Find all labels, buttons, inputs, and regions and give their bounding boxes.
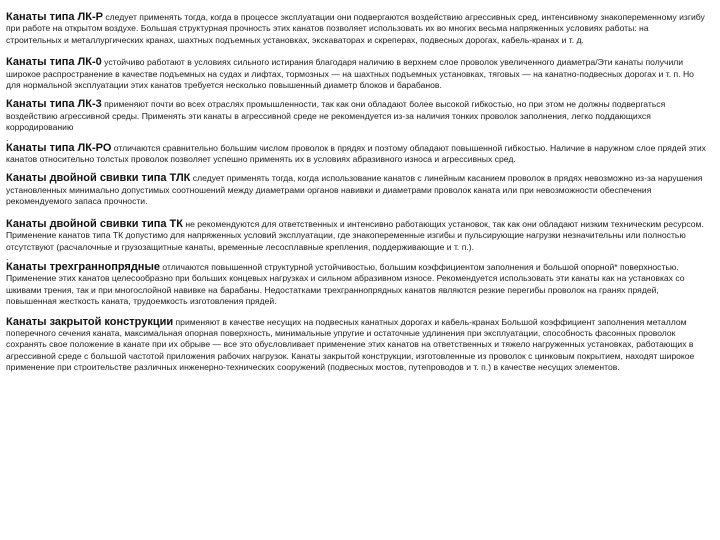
text-lk-ro: отличаются сравнительно большим числом проволок в прядях и поэтому обладают повышенной гибкостью. Наличие в наружном слое прядей этих канатов относительно толстых проволок позволяет успешно применять их в условиях абразивного износа и агрессивных сред. — [6, 142, 706, 165]
paragraph-tlk — [6, 173, 706, 207]
text-lk-r: следует применять тогда, когда в процессе эксплуатации они подвергаются воздействию агрессивных сред, интенсивному знакопеременному изгибу при работе на открытом воздухе. Большая структурная прочность этих канатов позволяет использовать их во многих весьма напряженных условиях работы: на строительных и металлургических кранах, шахтных подъемных установках, экскаваторах и скреперах, подвесных дорогах, кабель-кранах и т. д. — [6, 12, 705, 45]
text-tk: не рекомендуются для ответственных и интенсивно работающих установок, так как они обладают низким техническим ресурсом. Применение канатов типа ТК допустимо для напряженных условий эксплуатации, где знакопеременные изгибы и пульсирующие нагрузки незначительны или полностью отсутствуют (расчалочные и грузозащитные канаты, временные лесосплавные крепления, поддерживающие и т. п.). — [6, 218, 704, 252]
paragraph-tk — [6, 219, 706, 253]
term-lk-0: Канаты типа ЛК-0 — [6, 56, 102, 69]
text-lk-3: применяют почти во всех отраслях промышленности, так как они обладают более высокой гибкостью, но при этом не должны подвергаться воздействию агрессивной среды. Применять эти канаты в агрессивной среде не рекомендуется из-за наличия тонких проволок заполнения, легко поддающихся корродированию — [6, 99, 666, 133]
separator-dot-text: . — [6, 132, 9, 143]
text-tlk: следует применять тогда, когда использование канатов с линейным касанием проволок в прядях невозможно из-за нарушения установленных минимально допустимых соотношений между диаметрами органов навивки и диаметрами проволок каната или при невозможности обеспечения рекомендуемого запаса прочности. — [6, 173, 703, 207]
text-lk-0: устойчиво работают в условиях сильного истирания благодаря наличию в верхнем слое проволок увеличенного диаметра/Эти канаты получили широкое распространение в качестве подъемных на судах и лифтах, тормозных — на шахтных подъемных установках, тяговых — на канатно-подвесных дорогах и т. п. Но для нормальной эксплуатации этих канатов требуется несколько повышенный диаметр блоков и барабанов. — [6, 57, 694, 91]
separator-dot-2-text: . — [6, 251, 9, 262]
paragraph-lk-0 — [6, 57, 706, 91]
text-closed-construction: применяют в качестве несущих на подвесных канатных дорогах и кабель-кранах Большой коэффициент заполнения металлом поперечного сечения каната, максимальная опорная поверхность, минимальные упругие и остаточные удлинения при эксплуатации, способность фасонных проволок сохранять свое положение в канате при их обрыве — все это обусловливает применение этих канатов на ответственных и тяжело нагруженных установках, работающих в агрессивной среде с большой частотой приложения рабочих нагрузок. Канаты закрытой конструкции, изготовленные из проволок с цинковым покрытием, находят широкое применение при строительстве различных инженерно-технических сооружений (подвесных мостов, путепроводов и т. п.) в качестве несущих элементов. — [6, 316, 695, 373]
text-three-strand: отличаются повышенной структурной устойчивостью, большим коэффициентом заполнения и большой опорной* поверхностью. Применение этих канатов целесообразно при больших концевых нагрузках и сильном абразивном износе. Рекомендуется использовать эти канаты как на установках со шкивами трения, так и при многослойной навивке на барабаны. Недостатками трехграннопрядных канатов являются резкие перегибы проволок на гранях прядей, повышенная жесткость каната, трудоемкость изготовления прядей. — [6, 261, 685, 307]
paragraph-lk-ro — [6, 143, 706, 166]
paragraph-three-strand — [6, 262, 706, 308]
term-tk: Канаты двойной свивки типа ТК — [6, 217, 183, 230]
term-three-strand: Канаты трехграннопрядные — [6, 260, 160, 273]
term-closed-construction: Канаты закрытой конструкции — [6, 315, 174, 328]
term-lk-3: Канаты типа ЛК-3 — [6, 98, 102, 111]
term-lk-r: Канаты типа ЛК-Р — [6, 11, 103, 23]
paragraph-lk-r — [6, 12, 706, 46]
document-body — [6, 12, 706, 374]
term-tlk: Канаты двойной свивки типа ТЛК — [6, 172, 191, 185]
paragraph-closed-construction — [6, 317, 706, 374]
paragraph-lk-3 — [6, 99, 706, 133]
term-lk-ro: Канаты типа ЛК-РО — [6, 141, 112, 154]
